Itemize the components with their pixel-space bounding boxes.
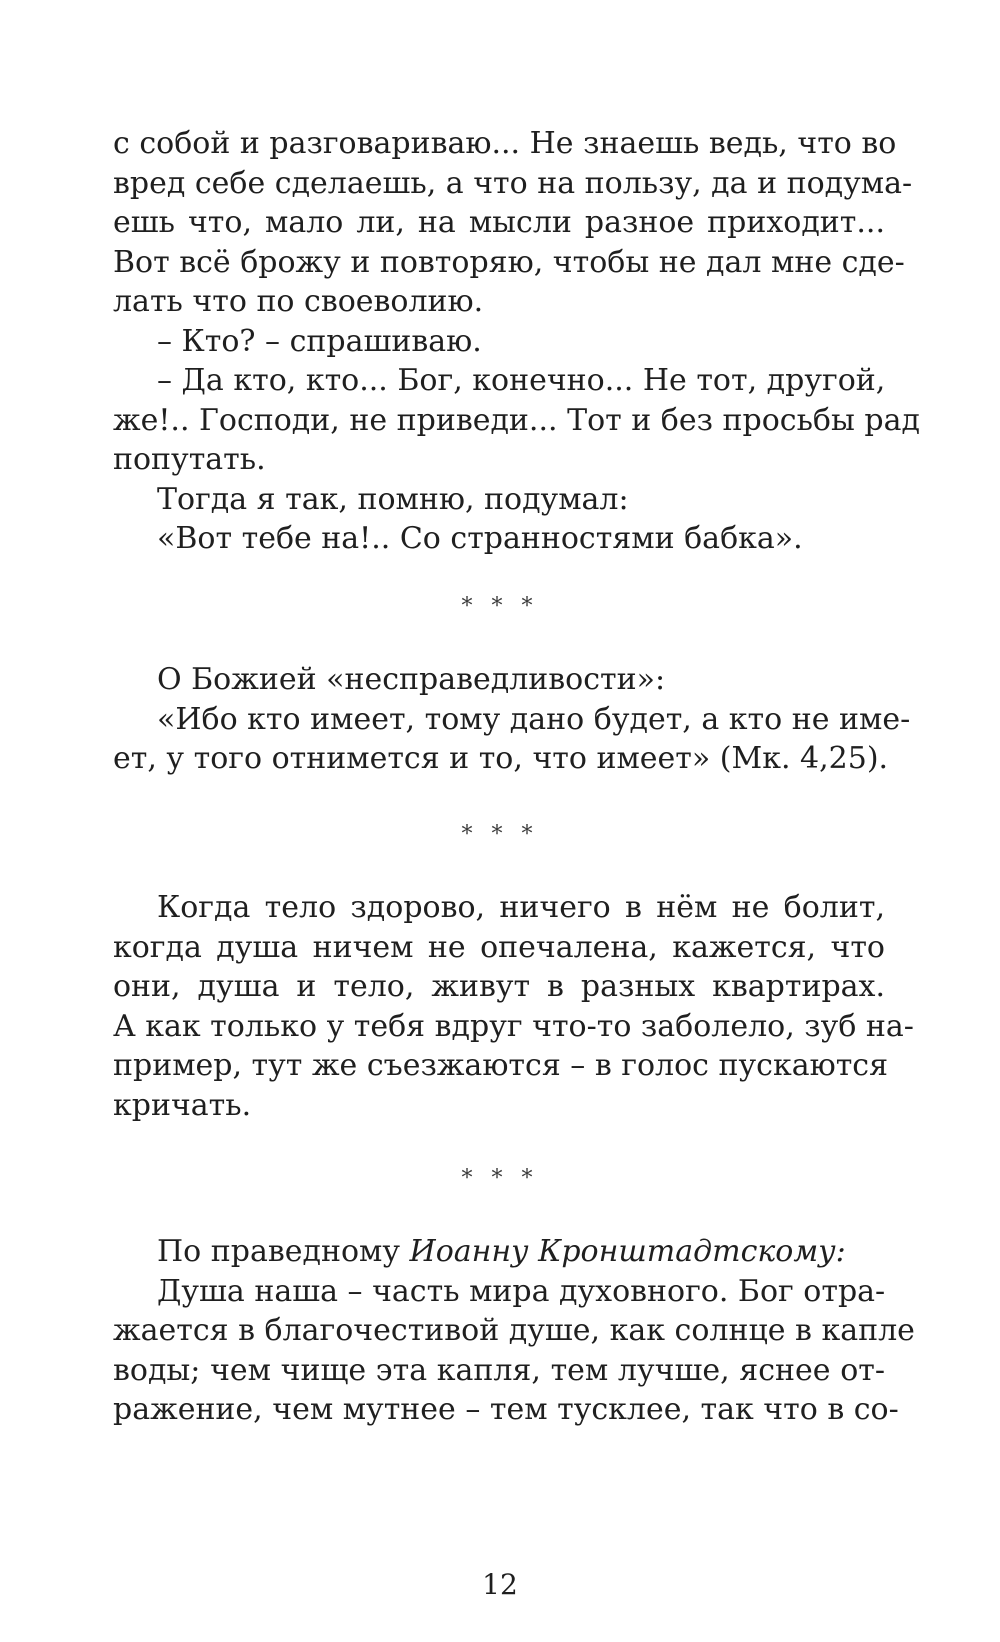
text-line: кричать. <box>113 1087 252 1123</box>
text-line: «Вот тебе на!.. Со странностями бабка». <box>157 521 803 556</box>
text-line: они, душа и тело, живут в разных квартирах. <box>113 969 885 1004</box>
text-line: О Божией «несправедливости»: <box>157 662 666 697</box>
text-line: когда душа ничем не опечалена, кажется, что <box>113 929 885 965</box>
text-line: А как только у тебя вдруг что-то заболело, зуб на- <box>113 1008 914 1044</box>
text-line: ешь что, мало ли, на мысли разное приходит... <box>113 205 885 240</box>
page-number: 12 <box>482 1568 518 1601</box>
heading-name: Иоанну Кронштадтскому: <box>409 1234 846 1269</box>
text-line: Вот всё брожу и повторяю, чтобы не дал мне сде- <box>113 244 905 280</box>
heading-prefix: По праведному <box>157 1234 410 1269</box>
text-line: – Кто? – спрашиваю. <box>157 323 482 359</box>
text-block-quote <box>113 660 911 779</box>
text-line: ет, у того отнимется и то, что имеет» (Мк. 4,25). <box>113 741 889 776</box>
text-line: Тогда я так, помню, подумал: <box>157 481 629 517</box>
text-line: воды; чем чище эта капля, тем лучше, яснее от- <box>113 1352 885 1388</box>
text-line: же!.. Господи, не приведи... Тот и без просьбы рад <box>113 402 920 438</box>
text-block-body-soul <box>113 888 914 1125</box>
text-line: «Ибо кто имеет, тому дано будет, а кто не име- <box>157 701 911 737</box>
text-line: Душа наша – часть мира духовного. Бог отра- <box>157 1273 886 1309</box>
text-block-dialogue <box>113 124 920 559</box>
section-separator: * * * <box>461 594 539 619</box>
text-line: Когда тело здорово, ничего в нём не болит, <box>157 890 885 925</box>
text-block-kronstadt <box>113 1232 915 1430</box>
section-heading <box>113 1232 885 1272</box>
text-line: попутать. <box>113 442 266 477</box>
text-line: лать что по своеволию. <box>113 284 484 319</box>
section-separator: * * * <box>461 1166 539 1191</box>
text-line: ражение, чем мутнее – тем тусклее, так что в со- <box>113 1392 899 1427</box>
text-line: вред себе сделаешь, а что на пользу, да и подума- <box>113 165 913 201</box>
text-line: пример, тут же съезжаются – в голос пускаются <box>113 1048 889 1083</box>
text-line: с собой и разговариваю... Не знаешь ведь, что во <box>113 126 897 161</box>
section-separator: * * * <box>461 822 539 847</box>
text-line: – Да кто, кто... Бог, конечно... Не тот, другой, <box>157 363 886 398</box>
text-line: жается в благочестивой душе, как солнце в капле <box>113 1313 915 1348</box>
